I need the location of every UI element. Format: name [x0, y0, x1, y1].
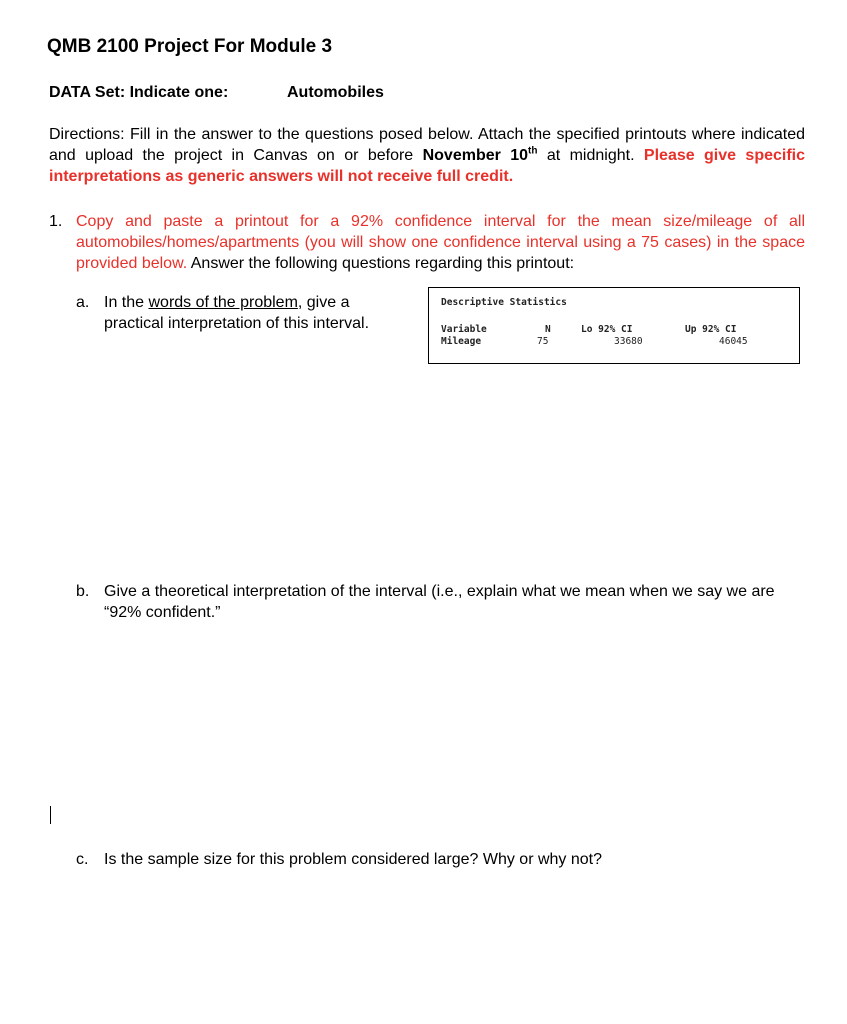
part-c-text: Is the sample size for this problem considered large? Why or why not?: [104, 851, 603, 868]
deadline-suffix: th: [528, 145, 538, 157]
part-a-underlined: words of the problem: [148, 294, 298, 311]
printout-title: Descriptive Statistics: [441, 297, 567, 308]
minitab-printout: [428, 287, 800, 364]
directions-paragraph: [49, 124, 805, 187]
printout-cell-n: 75: [537, 336, 549, 347]
part-a-before: In the: [104, 294, 149, 311]
printout-cell-variable: Mileage: [441, 336, 482, 347]
printout-header-n: N: [545, 324, 551, 335]
dataset-label: DATA Set: Indicate one:: [49, 84, 229, 101]
printout-header-variable: Variable: [441, 324, 487, 335]
part-a-label: a.: [76, 294, 90, 311]
text-cursor[interactable]: [50, 806, 51, 824]
part-a-text: [104, 292, 409, 334]
part-a-after: , give a practical interpretation of this interval.: [104, 294, 370, 332]
deadline-date: November 10: [422, 147, 529, 164]
printout-cell-lo-ci: 33680: [614, 336, 643, 347]
question-1-number: 1.: [49, 213, 63, 230]
printout-header-lo-ci: Lo 92% CI: [581, 324, 633, 335]
part-b-label: b.: [76, 583, 90, 600]
question-1-text: [76, 211, 805, 274]
printout-header-up-ci: Up 92% CI: [685, 324, 737, 335]
part-b-text: Give a theoretical interpretation of the interval (i.e., explain what we mean when we say we are “92% confident.”: [104, 583, 775, 621]
directions-text: Directions: Fill in the answer to the questions posed below. Attach the specified printouts where indicated and upload the project in Canvas on or before: [49, 126, 805, 164]
dataset-value: Automobiles: [287, 84, 384, 101]
credit-warning: Please give specific interpretations as generic answers will not receive full credit.: [49, 147, 806, 185]
question-1-prompt: Answer the following questions regarding this printout:: [187, 255, 575, 272]
question-1-instruction: Copy and paste a printout for a 92% confidence interval for the mean size/mileage of all automobiles/homes/apartments (you will show one confidence interval using a 75 cases) in the space provided below.: [76, 213, 805, 272]
page-title: QMB 2100 Project For Module 3: [47, 36, 333, 57]
printout-cell-up-ci: 46045: [719, 336, 748, 347]
part-c-label: c.: [76, 851, 89, 868]
deadline-after: at midnight.: [537, 147, 644, 164]
